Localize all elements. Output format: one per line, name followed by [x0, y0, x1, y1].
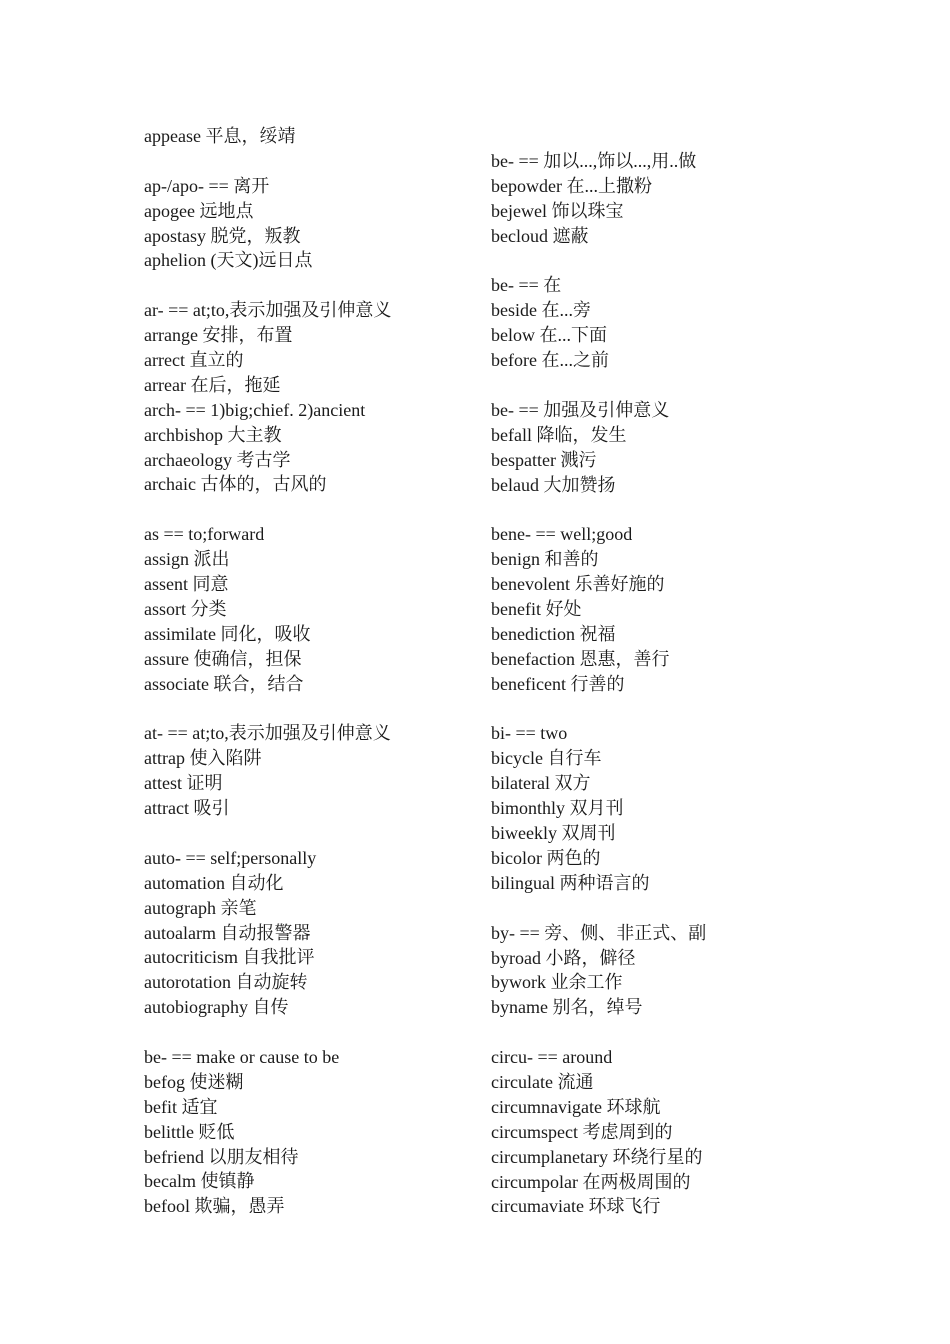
- vocab-line: by- == 旁、侧、非正式、副: [491, 922, 707, 943]
- vocab-line: byname 别名，绰号: [491, 997, 643, 1018]
- vocab-line: attract 吸引: [144, 798, 230, 819]
- vocab-line: benevolent 乐善好施的: [491, 574, 665, 595]
- vocab-line: associate 联合，结合: [144, 673, 304, 694]
- vocab-line: bepowder 在...上撒粉: [491, 175, 652, 196]
- vocab-line: arrange 安排，布置: [144, 325, 293, 346]
- vocab-line: appease 平息，绥靖: [144, 126, 296, 146]
- vocab-line: arrear 在后，拖延: [144, 374, 281, 395]
- vocab-line: befit 适宜: [144, 1096, 218, 1117]
- vocab-line: bilingual 两种语言的: [491, 872, 650, 893]
- vocab-line: below 在...下面: [491, 325, 607, 346]
- vocab-line: apogee 远地点: [144, 200, 254, 221]
- vocab-line: apostasy 脱党，叛教: [144, 225, 301, 246]
- vocab-line: beneficent 行善的: [491, 673, 625, 694]
- vocab-line: befriend 以朋友相待: [144, 1146, 299, 1167]
- vocab-line: circumplanetary 环绕行星的: [491, 1146, 703, 1167]
- vocab-line: bicolor 两色的: [491, 847, 601, 868]
- vocab-line: attrap 使入陷阱: [144, 748, 262, 769]
- vocab-line: assure 使确信，担保: [144, 648, 302, 669]
- vocab-line: bejewel 饰以珠宝: [491, 200, 624, 221]
- vocab-line: circu- == around: [491, 1047, 613, 1068]
- vocab-line: at- == at;to,表示加强及引伸意义: [144, 723, 391, 744]
- vocab-line: archaic 古体的，古风的: [144, 474, 327, 495]
- vocab-line: belittle 贬低: [144, 1121, 235, 1142]
- vocab-line: becloud 遮蔽: [491, 225, 589, 246]
- vocab-line: archbishop 大主教: [144, 424, 282, 445]
- vocab-line: bene- == well;good: [491, 524, 633, 545]
- vocab-line: autobiography 自传: [144, 997, 289, 1018]
- vocab-line: benefaction 恩惠，善行: [491, 648, 670, 669]
- left-column: [144, 124, 524, 1219]
- vocab-line: befog 使迷糊: [144, 1071, 244, 1092]
- vocab-line: circulate 流通: [491, 1071, 594, 1092]
- vocab-line: archaeology 考古学: [144, 449, 291, 470]
- vocab-line: biweekly 双周刊: [491, 823, 616, 844]
- vocab-line: circumaviate 环球飞行: [491, 1196, 661, 1217]
- vocab-line: ar- == at;to,表示加强及引伸意义: [144, 300, 392, 321]
- vocab-line: beside 在...旁: [491, 300, 591, 321]
- vocab-line: be- == 加以...,饰以...,用..做: [491, 151, 697, 171]
- vocab-line: [144, 149, 524, 174]
- vocab-line: autocriticism 自我批评: [144, 947, 315, 968]
- vocab-line: bi- == two: [491, 723, 568, 744]
- vocab-line: [144, 821, 524, 846]
- vocab-line: befall 降临，发生: [491, 424, 627, 445]
- vocab-line: [491, 249, 871, 274]
- vocab-line: auto- == self;personally: [144, 847, 317, 868]
- vocab-line: circumnavigate 环球航: [491, 1096, 661, 1117]
- vocab-line: befool 欺骗，愚弄: [144, 1196, 285, 1217]
- vocab-line: autograph 亲笔: [144, 897, 257, 918]
- vocab-line: [491, 896, 871, 921]
- vocab-line: aphelion (天文)远日点: [144, 250, 313, 271]
- vocab-line: bespatter 溅污: [491, 449, 597, 470]
- vocab-line: becalm 使镇静: [144, 1171, 255, 1192]
- vocab-line: [491, 1020, 871, 1045]
- vocab-line: assort 分类: [144, 598, 227, 619]
- vocab-line: be- == 加强及引伸意义: [491, 399, 670, 420]
- vocab-line: as == to;forward: [144, 524, 265, 545]
- vocab-line: circumspect 考虑周到的: [491, 1121, 673, 1142]
- vocab-line: [144, 273, 524, 298]
- vocab-line: byroad 小路，僻径: [491, 947, 636, 968]
- vocab-line: be- == make or cause to be: [144, 1046, 340, 1067]
- vocab-line: [144, 1020, 524, 1045]
- vocab-line: bimonthly 双月刊: [491, 798, 624, 819]
- vocab-line: assimilate 同化，吸收: [144, 623, 311, 644]
- vocab-line: [491, 373, 871, 398]
- vocab-line: [491, 697, 871, 722]
- vocab-line: arrect 直立的: [144, 350, 244, 371]
- vocab-line: [491, 497, 871, 522]
- vocab-line: bilateral 双方: [491, 773, 591, 794]
- vocab-line: autoalarm 自动报警器: [144, 922, 311, 943]
- vocab-line: ap-/apo- == 离开: [144, 175, 270, 196]
- vocab-line: benefit 好处: [491, 599, 582, 620]
- vocab-line: belaud 大加赞扬: [491, 474, 616, 495]
- vocab-line: arch- == 1)big;chief. 2)ancient: [144, 399, 366, 420]
- vocab-line: attest 证明: [144, 773, 223, 794]
- right-column: [491, 149, 871, 1219]
- vocab-line: be- == 在: [491, 275, 562, 296]
- vocab-line: before 在...之前: [491, 350, 609, 371]
- vocab-line: benign 和善的: [491, 549, 599, 570]
- vocab-line: benediction 祝福: [491, 623, 616, 644]
- vocab-line: automation 自动化: [144, 872, 284, 893]
- vocab-line: [144, 497, 524, 522]
- vocab-line: assign 派出: [144, 549, 230, 570]
- vocab-line: [144, 696, 524, 721]
- vocab-line: bywork 业余工作: [491, 972, 623, 993]
- vocab-line: bicycle 自行车: [491, 748, 602, 769]
- vocab-line: circumpolar 在两极周围的: [491, 1171, 691, 1192]
- vocab-line: autorotation 自动旋转: [144, 972, 308, 993]
- vocab-line: assent 同意: [144, 574, 229, 595]
